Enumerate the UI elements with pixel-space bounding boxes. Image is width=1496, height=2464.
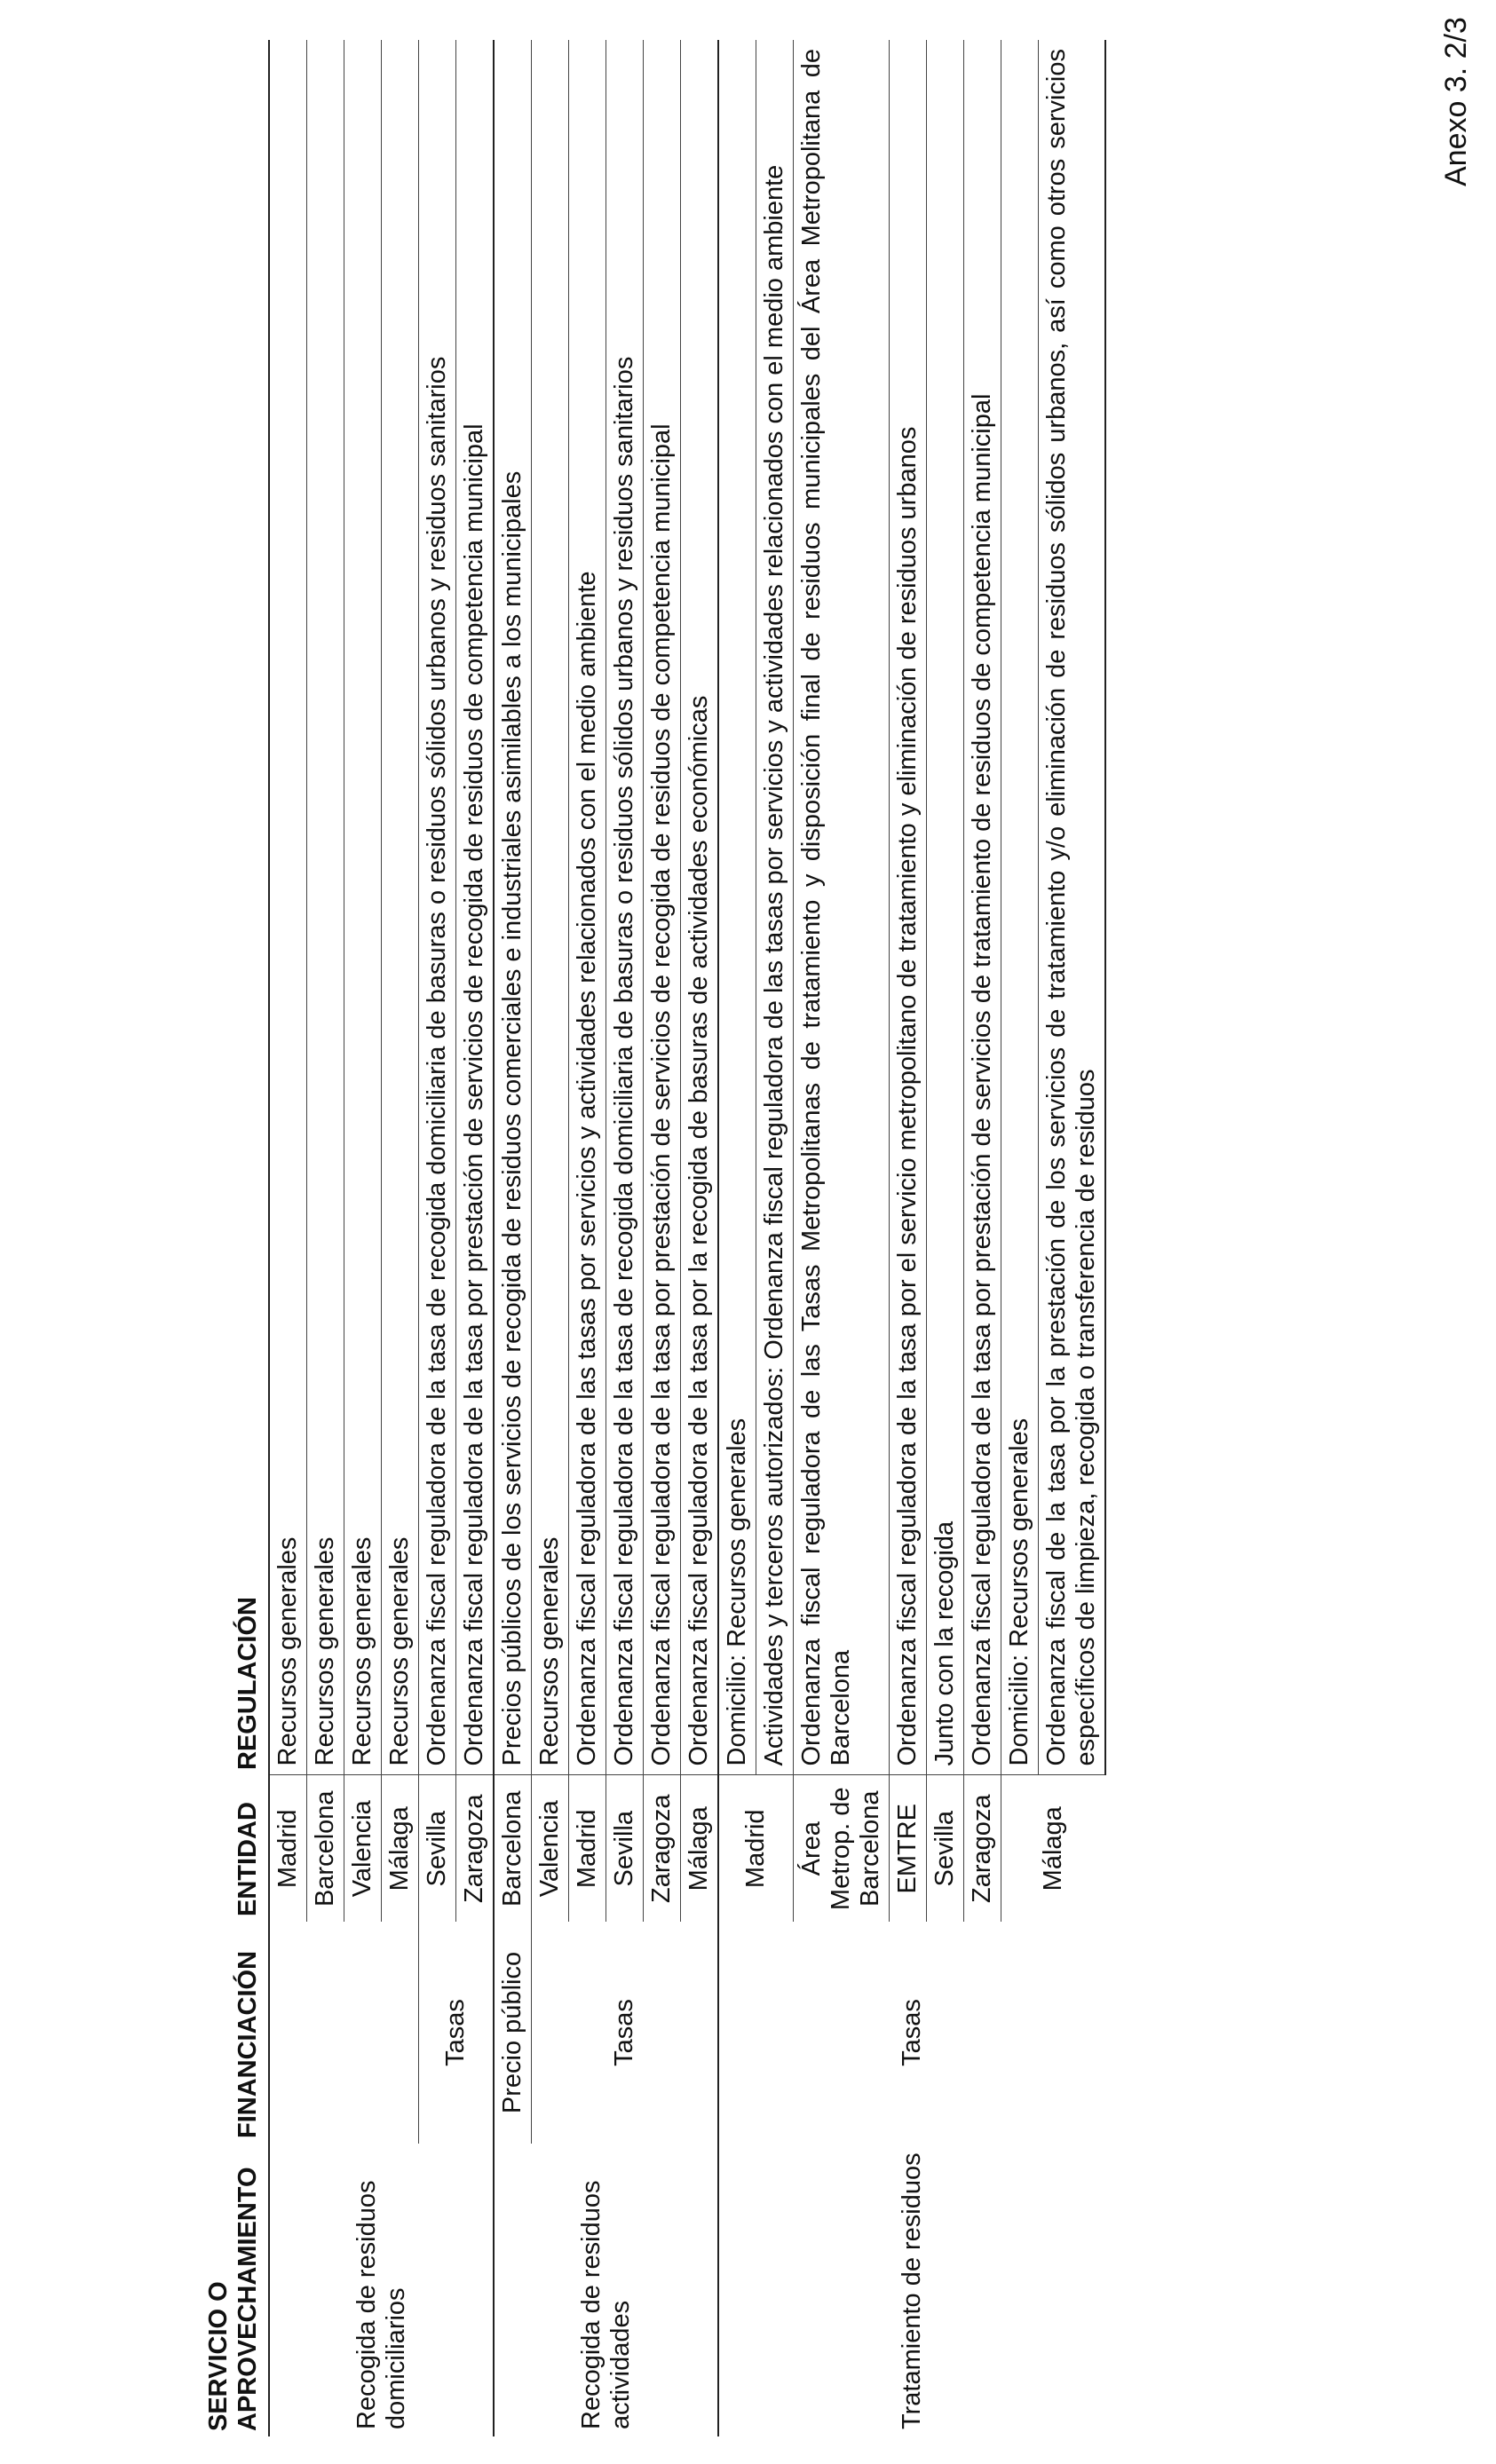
- regulation-cell: Actividades y terceros autorizados: Ordenanza fiscal reguladora de las tasas por servicios y actividades relacionados con el medio ambiente: [756, 40, 794, 1775]
- entity-cell: EMTRE: [890, 1775, 927, 1922]
- header-servicio: SERVICIO O APROVECHAMIENTO: [204, 2144, 269, 2436]
- service-cell: Recogida de residuos domiciliarios: [269, 2144, 494, 2436]
- financing-cell: Tasas: [718, 1922, 1105, 2144]
- entity-cell: Zaragoza: [456, 1775, 495, 1922]
- table-row: [419, 40, 456, 2436]
- regulation-cell: Ordenanza fiscal reguladora de la tasa por prestación de servicios de tratamiento de residuos de competencia municipal: [964, 40, 1001, 1775]
- financing-cell: Precio público: [494, 1922, 532, 2144]
- entity-cell: Málaga: [681, 1775, 719, 1922]
- regulation-cell: Recursos generales: [307, 40, 344, 1775]
- entity-cell: Sevilla: [606, 1775, 644, 1922]
- regulation-cell: Domicilio: Recursos generales: [1001, 40, 1039, 1775]
- regulation-cell: Recursos generales: [532, 40, 569, 1775]
- regulation-cell: Ordenanza fiscal reguladora de la tasa de recogida domiciliaria de basuras o residuos sólidos urbanos y residuos sanitarios: [606, 40, 644, 1775]
- entity-cell: Valencia: [532, 1775, 569, 1922]
- entity-cell: Madrid: [269, 1775, 307, 1922]
- rotated-page: [204, 40, 1465, 2436]
- entity-cell: Madrid: [569, 1775, 606, 1922]
- entity-cell: Madrid: [718, 1775, 794, 1922]
- entity-cell: Málaga: [1001, 1775, 1106, 1922]
- table-header-row: [204, 40, 269, 2436]
- entity-cell: Sevilla: [419, 1775, 456, 1922]
- regulation-cell: Ordenanza fiscal reguladora de las tasas por servicios y actividades relacionados con el medio ambiente: [569, 40, 606, 1775]
- header-regulacion: REGULACIÓN: [204, 40, 269, 1775]
- regulation-cell: Junto con la recogida: [927, 40, 964, 1775]
- table-row: [718, 40, 756, 2436]
- table-row: [269, 40, 307, 2436]
- entity-cell: Zaragoza: [644, 1775, 681, 1922]
- header-entidad: ENTIDAD: [204, 1775, 269, 1922]
- regulation-cell: Ordenanza fiscal de la tasa por la prestación de los servicios de tratamiento y/o eliminación de residuos sólidos urbanos, así como otros servicios específicos de limpieza, recogida o transferencia de residuos: [1039, 40, 1106, 1775]
- table-row: [494, 40, 532, 2436]
- regulation-cell: Ordenanza fiscal reguladora de la tasa de recogida domiciliaria de basuras o residuos sólidos urbanos y residuos sanitarios: [419, 40, 456, 1775]
- table-row: [532, 40, 569, 2436]
- regulation-cell: Ordenanza fiscal reguladora de la tasa por la recogida de basuras de actividades económicas: [681, 40, 719, 1775]
- service-cell: Recogida de residuos actividades: [494, 2144, 718, 2436]
- service-cell: Tratamiento de residuos: [718, 2144, 1105, 2436]
- entity-cell: Sevilla: [927, 1775, 964, 1922]
- financing-cell: [269, 1922, 419, 2144]
- regulation-cell: Recursos generales: [344, 40, 382, 1775]
- entity-cell: Zaragoza: [964, 1775, 1001, 1922]
- regulation-cell: Ordenanza fiscal reguladora de la tasa por el servicio metropolitano de tratamiento y eliminación de residuos urbanos: [890, 40, 927, 1775]
- annex-text: Anexo 3. 2/3: [1439, 17, 1473, 186]
- regulation-cell: Recursos generales: [269, 40, 307, 1775]
- financing-cell: Tasas: [532, 1922, 719, 2144]
- regulation-cell: Domicilio: Recursos generales: [718, 40, 756, 1775]
- regulation-cell: Ordenanza fiscal reguladora de la tasa por prestación de servicios de recogida de residuos de competencia municipal: [644, 40, 681, 1775]
- entity-cell: Barcelona: [307, 1775, 344, 1922]
- regulation-cell: Ordenanza fiscal reguladora de la tasa por prestación de servicios de recogida de residuos de competencia municipal: [456, 40, 495, 1775]
- entity-cell: Área Metrop. de Barcelona: [794, 1775, 890, 1922]
- regulation-cell: Precios públicos de los servicios de recogida de residuos comerciales e industriales asimilables a los municipales: [494, 40, 532, 1775]
- entity-cell: Barcelona: [494, 1775, 532, 1922]
- header-financiacion: FINANCIACIÓN: [204, 1922, 269, 2144]
- entity-cell: Valencia: [344, 1775, 382, 1922]
- regulation-table: [204, 40, 1106, 2436]
- entity-cell: Málaga: [382, 1775, 419, 1922]
- regulation-cell: Recursos generales: [382, 40, 419, 1775]
- regulation-cell: Ordenanza fiscal reguladora de las Tasas Metropolitanas de tratamiento y disposición final de residuos municipales del Área Metropolitana de Barcelona: [794, 40, 890, 1775]
- financing-cell: Tasas: [419, 1922, 495, 2144]
